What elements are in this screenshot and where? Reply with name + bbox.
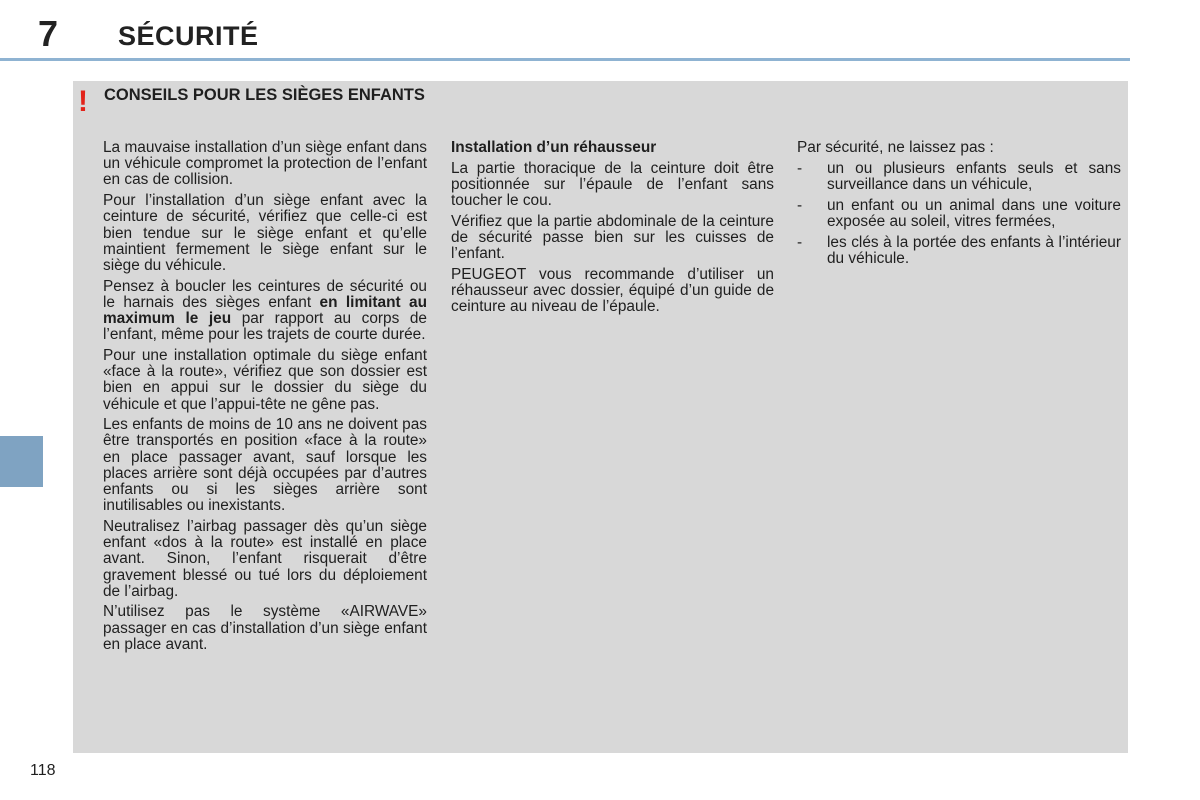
- paragraph: La mauvaise installation d’un siège enfant dans un véhicule compromet la protection de l’enfant en cas de collision.: [103, 139, 427, 189]
- warning-list: [797, 161, 1121, 267]
- chapter-title: SÉCURITÉ: [118, 21, 259, 51]
- paragraph: N’utilisez pas le système «AIRWAVE» passager en cas d’installation d’un siège enfant en place avant.: [103, 603, 427, 653]
- list-item: [797, 198, 1121, 230]
- list-item: [797, 161, 1121, 193]
- paragraph: Vérifiez que la partie abdominale de la ceinture de sécurité passe bien sur les cuisses de l’enfant.: [451, 212, 774, 263]
- paragraph: Pour une installation optimale du siège enfant «face à la route», vérifiez que son dossier est bien en appui sur le dossier du siège du véhicule et que l’appui-tête ne gêne pas.: [103, 346, 427, 413]
- paragraph: [103, 279, 427, 344]
- list-item: [797, 235, 1121, 267]
- list-intro: Par sécurité, ne laissez pas :: [797, 139, 994, 156]
- subsection-heading: Installation d’un réhausseur: [451, 139, 657, 156]
- list-item-text: les clés à la portée des enfants à l’intérieur du véhicule.: [827, 233, 1121, 267]
- dash-bullet: -: [797, 196, 803, 214]
- paragraph: La partie thoracique de la ceinture doit être positionnée sur l’épaule de l’enfant sans toucher le cou.: [451, 159, 774, 210]
- list-item-text: un ou plusieurs enfants seuls et sans surveillance dans un véhicule,: [827, 159, 1121, 193]
- paragraph-text: Pensez à boucler les ceintures de sécurité ou le harnais des sièges enfant: [103, 277, 427, 311]
- list-item-text: un enfant ou un animal dans une voiture exposée au soleil, vitres fermées,: [827, 196, 1121, 230]
- section-title: CONSEILS POUR LES SIÈGES ENFANTS: [104, 86, 425, 104]
- chapter-side-tab: [0, 436, 43, 487]
- dash-bullet: -: [797, 159, 803, 177]
- column-1: [103, 140, 427, 658]
- dash-bullet: -: [797, 233, 803, 251]
- paragraph: PEUGEOT vous recommande d’utiliser un réhausseur avec dossier, équipé d’un guide de ceinture au niveau de l’épaule.: [451, 265, 774, 316]
- column-3: [797, 140, 1121, 271]
- header-rule: [0, 58, 1130, 61]
- column-2: [451, 140, 774, 320]
- emphasis-text: en limitant au maximum le jeu: [103, 293, 427, 328]
- paragraph: Pour l’installation d’un siège enfant avec la ceinture de sécurité, vérifiez que celle-ci est bien tendue sur le siège enfant et qu’elle maintient fermement le siège enfant sur le siège du véhicule.: [103, 192, 427, 274]
- warning-icon: !: [78, 85, 88, 118]
- chapter-number: 7: [38, 13, 59, 54]
- paragraph: Les enfants de moins de 10 ans ne doivent pas être transportés en position «face à la route» en place passager avant, sauf lorsque les places arrière sont déjà occupées par d’autres enfants ou si les sièges arrière sont inutilisables ou inexistants.: [103, 416, 427, 515]
- paragraph-text: par rapport au corps de l’enfant, même pour les trajets de courte durée.: [103, 310, 427, 344]
- paragraph: Neutralisez l’airbag passager dès qu’un siège enfant «dos à la route» est installé en place avant. Sinon, l’enfant risquerait d’être gravement blessé ou tué lors du déploiement de l’airbag.: [103, 517, 427, 600]
- page-number: 118: [30, 762, 56, 779]
